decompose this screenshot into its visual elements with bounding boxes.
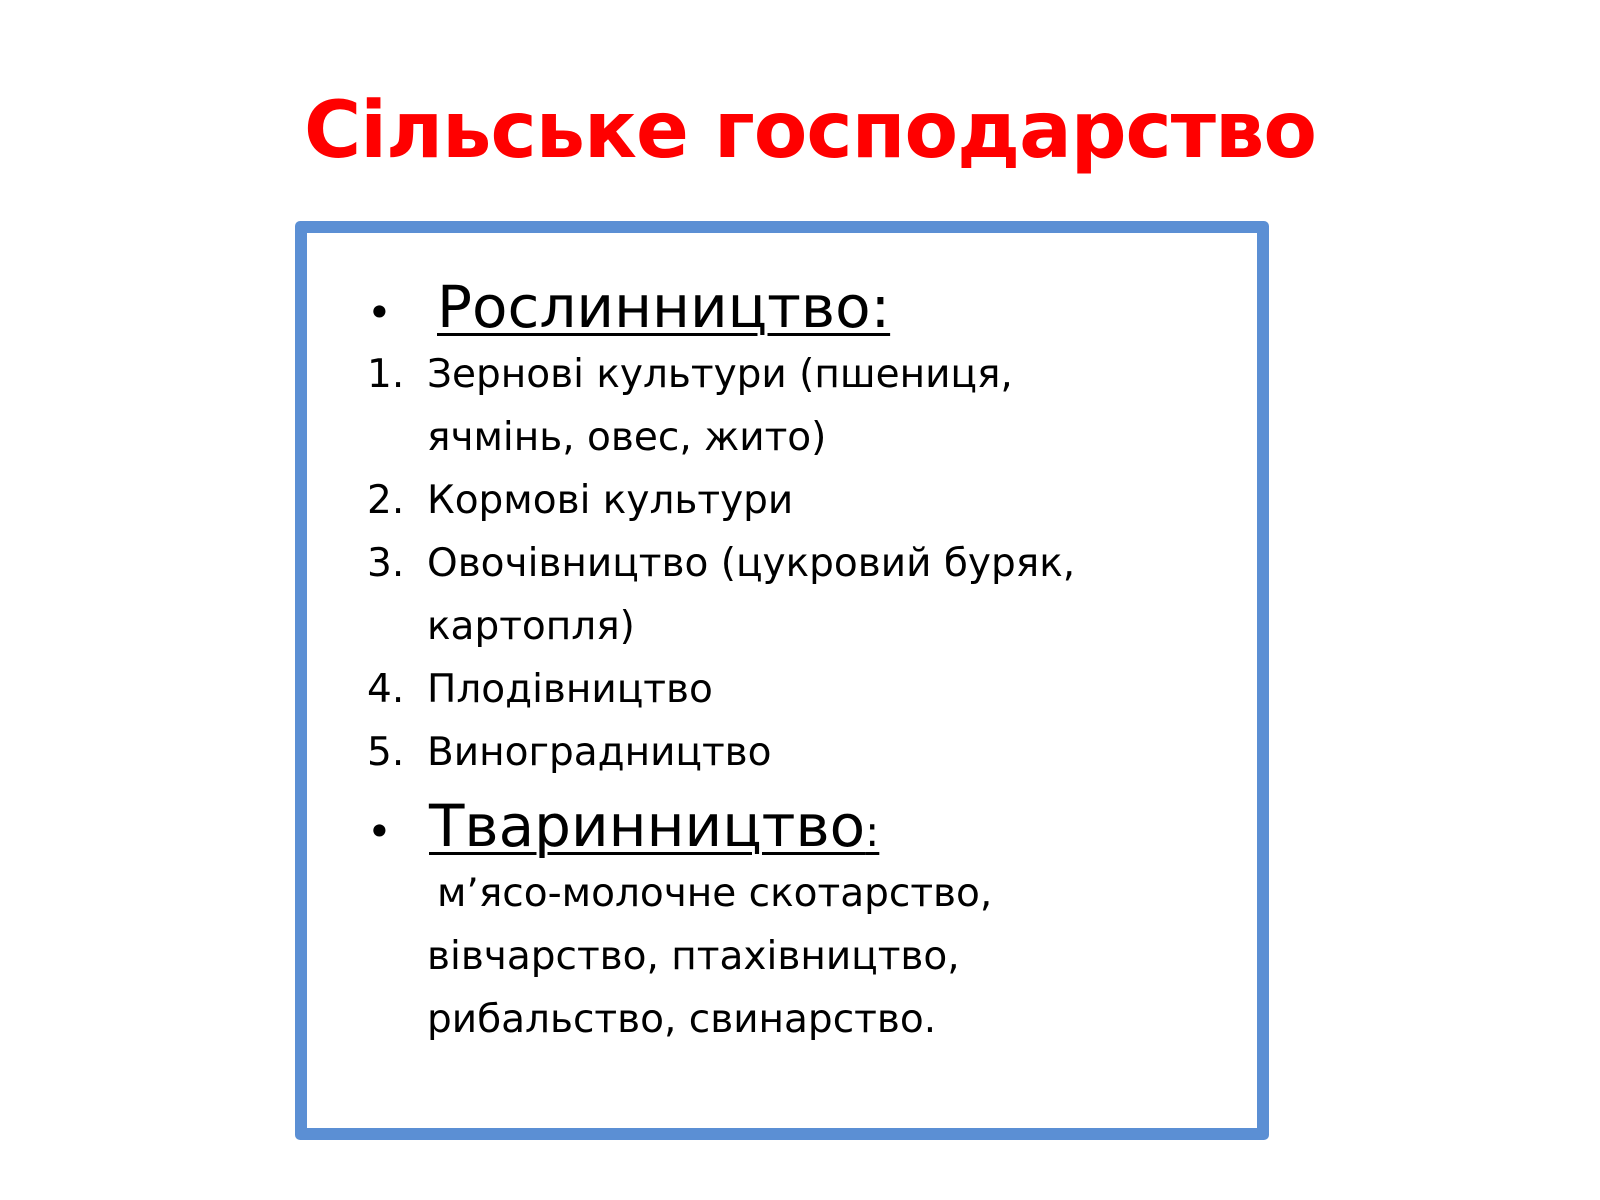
bullet-icon: • (367, 807, 392, 856)
animals-heading-colon: : (865, 807, 880, 856)
list-item (367, 343, 1227, 469)
bullet-icon: • (367, 288, 392, 337)
list-number: 2. (367, 478, 405, 523)
list-item-line: Овочівництво (цукровий буряк, (427, 541, 1076, 586)
list-item-line: Зернові культури (пшениця, (427, 352, 1013, 397)
list-item-text (427, 658, 1227, 721)
slide-title: Сільське господарство (304, 86, 1316, 176)
list-item-text (427, 343, 1227, 469)
list-number: 5. (367, 730, 405, 775)
list-item-line: картопля) (427, 604, 635, 649)
list-item (367, 469, 1227, 532)
list-item-text (427, 721, 1227, 784)
list-number: 1. (367, 352, 405, 397)
list-item (367, 658, 1227, 721)
list-item (367, 721, 1227, 784)
list-item-line: Кормові культури (427, 478, 794, 523)
list-number: 3. (367, 541, 405, 586)
section-heading-plants (367, 271, 1227, 343)
content-box (295, 221, 1269, 1140)
animals-line: м’ясо-молочне скотарство, (437, 871, 993, 916)
animals-heading (429, 790, 879, 868)
list-number: 4. (367, 667, 405, 712)
content-body (367, 271, 1227, 1051)
list-item (367, 532, 1227, 658)
animals-line: вівчарство, птахівництво, (427, 934, 960, 979)
list-item-line: Виноградництво (427, 730, 772, 775)
list-item-line: Плодівництво (427, 667, 713, 712)
plants-list (367, 343, 1227, 784)
list-item-line: ячмінь, овес, жито) (427, 415, 827, 460)
animals-heading-word: Тваринництво (429, 792, 866, 860)
list-item-text (427, 532, 1227, 658)
animals-description (367, 862, 1107, 1051)
section-heading-animals (367, 790, 1227, 862)
list-item-text (427, 469, 1227, 532)
plants-heading: Рослинництво: (437, 273, 891, 341)
animals-line: рибальство, свинарство. (427, 997, 937, 1042)
